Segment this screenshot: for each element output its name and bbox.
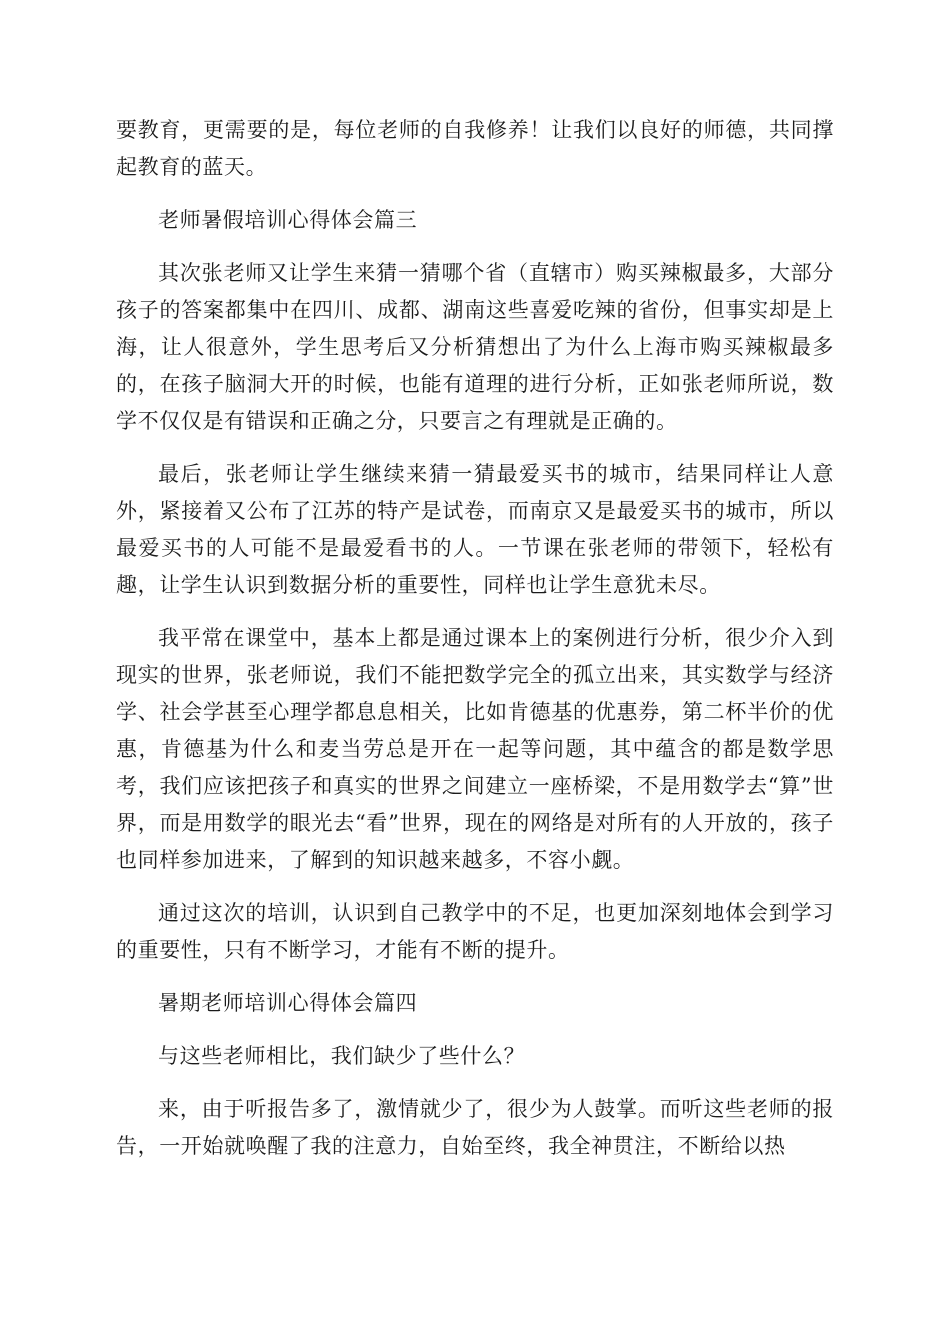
paragraph-question: 与这些老师相比，我们缺少了些什么？: [158, 1044, 526, 1068]
paragraph-chili-guess: 其次张老师又让学生来猜一猜哪个省（直辖市）购买辣椒最多，大部分孩子的答案都集中在四川、成都、湖南这些喜爱吃辣的省份，但事实却是上海，让人很意外，学生思考后又分析猜想出了为什么上海市购买辣椒最多的，在孩子脑洞大开的时候，也能有道理的进行分析，正如张老师所说，数学不仅仅是有错误和正确之分，只要言之有理就是正确的。: [116, 261, 834, 433]
paragraph-continuation: 要教育，更需要的是，每位老师的自我修养！让我们以良好的师德，共同撑起教育的蓝天。: [116, 118, 834, 179]
paragraph-report-impression: 来，由于听报告多了，激情就少了，很少为人鼓掌。而听这些老师的报告，一开始就唤醒了我的注意力，自始至终，我全神贯注，不断给以热: [116, 1097, 834, 1158]
paragraph-training-reflection: 通过这次的培训，认识到自己教学中的不足，也更加深刻地体会到学习的重要性，只有不断学习，才能有不断的提升。: [116, 901, 834, 962]
section-heading-part-three: 老师暑假培训心得体会篇三: [158, 208, 418, 232]
paragraph-book-city: 最后，张老师让学生继续来猜一猜最爱买书的城市，结果同样让人意外，紧接着又公布了江苏的特产是试卷，而南京又是最爱买书的城市，所以最爱买书的人可能不是最爱看书的人。一节课在张老师的带领下，轻松有趣，让学生认识到数据分析的重要性，同样也让学生意犹未尽。: [116, 462, 834, 597]
document-body: [116, 112, 834, 1181]
section-heading-part-four: 暑期老师培训心得体会篇四: [158, 991, 418, 1015]
paragraph-real-world-math: 我平常在课堂中，基本上都是通过课本上的案例进行分析，很少介入到现实的世界，张老师说，我们不能把数学完全的孤立出来，其实数学与经济学、社会学甚至心理学都息息相关，比如肯德基的优惠券，第二杯半价的优惠，肯德基为什么和麦当劳总是开在一起等问题，其中蕴含的都是数学思考，我们应该把孩子和真实的世界之间建立一座桥梁，不是用数学去“算”世界，而是用数学的眼光去“看”世界，现在的网络是对所有的人开放的，孩子也同样参加进来，了解到的知识越来越多，不容小觑。: [116, 626, 834, 872]
